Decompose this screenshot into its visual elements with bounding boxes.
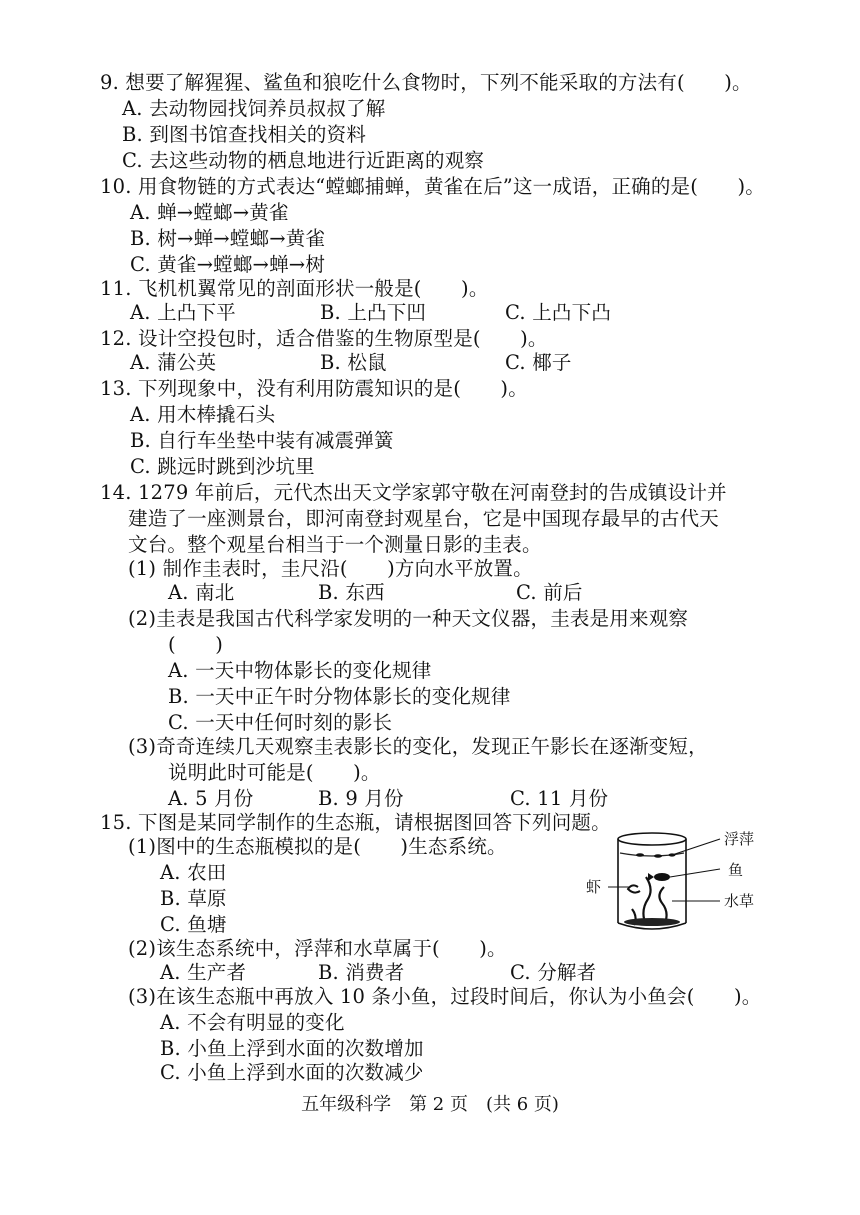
q14-stem-line-1: 14. 1279 年前后，元代杰出天文学家郭守敬在河南登封的告成镇设计并 <box>100 481 727 504</box>
q15-stem: 15. 下图是某同学制作的生态瓶，请根据图回答下列问题。 <box>100 811 611 834</box>
q15-2-option-b: B. 消费者 <box>318 961 405 984</box>
q14-stem-line-3: 文台。整个观星台相当于一个测量日影的圭表。 <box>128 533 542 556</box>
q13-option-a: A. 用木棒撬石头 <box>130 403 276 426</box>
q14-3-option-a: A. 5 月份 <box>168 787 254 810</box>
q12-option-b: B. 松鼠 <box>320 351 387 374</box>
q14-stem-line-2: 建造了一座测景台，即河南登封观星台，它是中国现存最早的古代天 <box>128 507 720 530</box>
q12-option-c: C. 椰子 <box>505 351 572 374</box>
q9-option-c: C. 去这些动物的栖息地进行近距离的观察 <box>122 149 485 172</box>
q15-1-option-a: A. 农田 <box>160 861 227 884</box>
q10-option-a: A. 蝉→螳螂→黄雀 <box>130 201 289 224</box>
q14-2-option-c: C. 一天中任何时刻的影长 <box>168 711 393 734</box>
q15-2-option-a: A. 生产者 <box>160 961 247 984</box>
label-water-grass: 水草 <box>724 892 755 910</box>
q13-option-b: B. 自行车坐垫中装有减震弹簧 <box>130 429 394 452</box>
q10-option-b: B. 树→蝉→螳螂→黄雀 <box>130 227 326 250</box>
q9-stem: 9. 想要了解猩猩、鲨鱼和狼吃什么食物时，下列不能采取的方法有( )。 <box>100 71 752 94</box>
q14-2-stem-line-1: (2)圭表是我国古代科学家发明的一种天文仪器，圭表是用来观察 <box>128 607 689 630</box>
q15-3-stem: (3)在该生态瓶中再放入 10 条小鱼，过段时间后，你认为小鱼会( )。 <box>128 985 762 1008</box>
water-grass-drawing <box>632 877 667 925</box>
label-fish: 鱼 <box>728 861 744 879</box>
q14-3-stem-line-2: 说明此时可能是( )。 <box>168 761 381 784</box>
label-shrimp: 虾 <box>586 878 602 896</box>
q14-2-option-b: B. 一天中正午时分物体影长的变化规律 <box>168 685 511 708</box>
q14-3-option-b: B. 9 月份 <box>318 787 404 810</box>
q14-1-option-a: A. 南北 <box>168 581 235 604</box>
q14-3-option-c: C. 11 月份 <box>510 787 609 810</box>
fish-drawing <box>648 873 670 881</box>
jar-outline <box>618 833 686 929</box>
q10-option-c: C. 黄雀→螳螂→蝉→树 <box>130 253 326 276</box>
q13-option-c: C. 跳远时跳到沙坑里 <box>130 455 315 478</box>
q14-3-stem-line-1: (3)奇奇连续几天观察圭表影长的变化，发现正午影长在逐渐变短， <box>128 735 708 758</box>
q15-3-option-b: B. 小鱼上浮到水面的次数增加 <box>160 1037 424 1060</box>
q15-1-option-b: B. 草原 <box>160 887 227 910</box>
q10-stem: 10. 用食物链的方式表达“螳螂捕蝉，黄雀在后”这一成语，正确的是( )。 <box>100 175 765 198</box>
q15-2-option-c: C. 分解者 <box>510 961 597 984</box>
q11-option-a: A. 上凸下平 <box>130 301 236 324</box>
q12-stem: 12. 设计空投包时，适合借鉴的生物原型是( )。 <box>100 327 548 350</box>
q9-option-b: B. 到图书馆查找相关的资料 <box>122 123 367 146</box>
q15-3-option-a: A. 不会有明显的变化 <box>160 1011 345 1034</box>
q15-3-option-c: C. 小鱼上浮到水面的次数减少 <box>160 1061 424 1084</box>
q11-option-b: B. 上凸下凹 <box>320 301 427 324</box>
duckweed-drawing <box>636 853 676 858</box>
q14-2-option-a: A. 一天中物体影长的变化规律 <box>168 659 432 682</box>
q15-1-stem: (1)图中的生态瓶模拟的是( )生态系统。 <box>128 835 507 858</box>
q14-2-stem-line-2: ( ) <box>168 633 224 656</box>
bottom-gravel <box>624 918 680 926</box>
label-duckweed: 浮萍 <box>724 830 755 848</box>
q12-option-a: A. 蒲公英 <box>130 351 217 374</box>
q15-2-stem: (2)该生态系统中，浮萍和水草属于( )。 <box>128 937 507 960</box>
q14-1-stem: (1) 制作圭表时，圭尺沿( )方向水平放置。 <box>128 557 533 580</box>
q14-1-option-c: C. 前后 <box>516 581 583 604</box>
eco-bottle-figure <box>580 825 770 940</box>
q11-stem: 11. 飞机机翼常见的剖面形状一般是( )。 <box>100 277 489 300</box>
q11-option-c: C. 上凸下凸 <box>505 301 612 324</box>
page-footer: 五年级科学 第 2 页 (共 6 页) <box>301 1094 559 1115</box>
q15-1-option-c: C. 鱼塘 <box>160 913 227 936</box>
label-leader-lines <box>608 839 720 901</box>
q13-stem: 13. 下列现象中，没有利用防震知识的是( )。 <box>100 377 528 400</box>
q14-1-option-b: B. 东西 <box>318 581 385 604</box>
q9-option-a: A. 去动物园找饲养员叔叔了解 <box>122 97 386 120</box>
